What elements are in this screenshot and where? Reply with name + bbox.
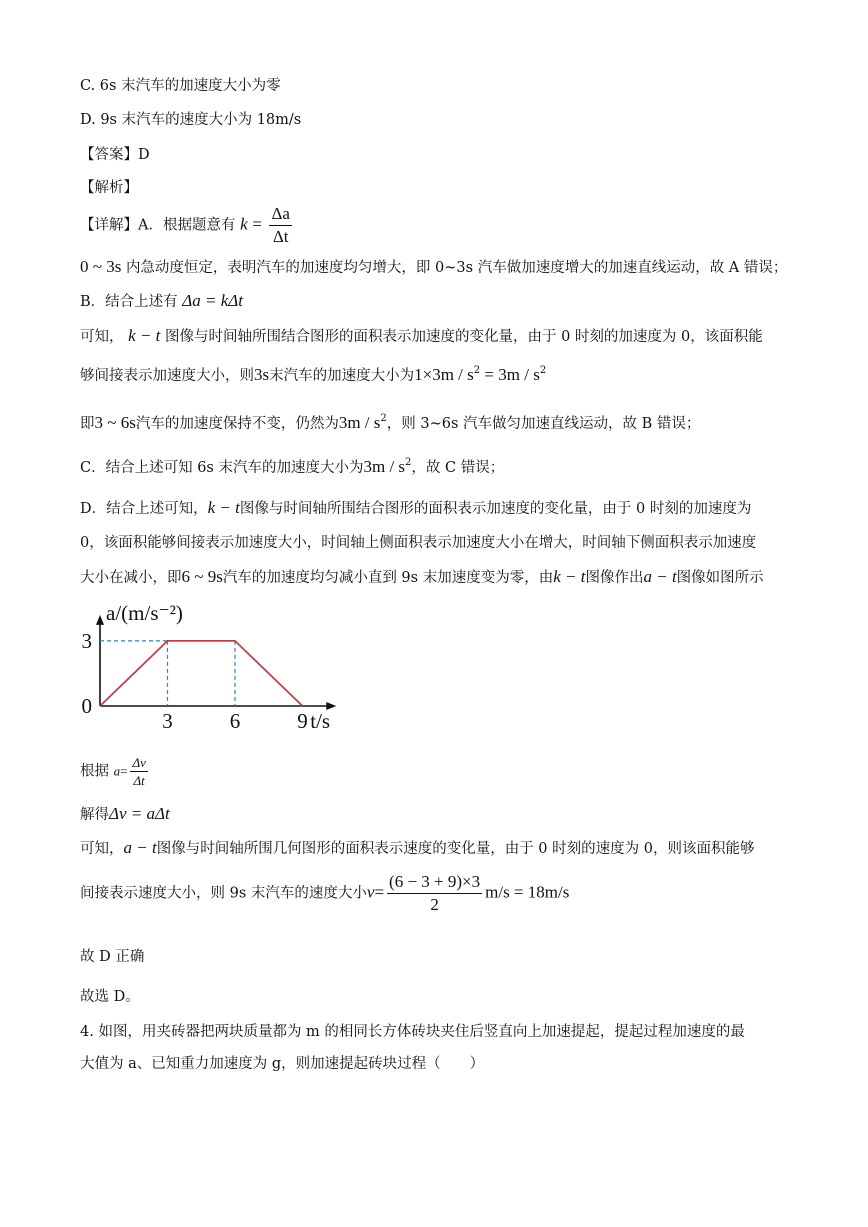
basis-line: 根据 a= $\frac{\Delta v}{\Delta t}$ bbox=[80, 755, 146, 788]
series-line bbox=[100, 641, 303, 706]
y-tick-label-3: 3 bbox=[81, 628, 92, 653]
a-t-chart bbox=[78, 596, 368, 746]
b-line-4: 即3 ~ 6s汽车的加速度保持不变，仍然为$3m / s^2$，则 3~6s 汽车做匀加速直线运动，故 B 错误； bbox=[80, 413, 701, 432]
c-line: C．结合上述可知 6s 末汽车的加速度大小为$3m / s^2$，故 C 错误； bbox=[80, 457, 505, 476]
x-tick-label-9: 9 bbox=[297, 709, 308, 733]
option-c: C. 6s 末汽车的加速度大小为零 bbox=[80, 78, 281, 94]
analysis-heading: 【解析】 bbox=[80, 180, 138, 196]
d-line-2: 0，该面积能够间接表示加速度大小，时间轴上侧面积表示加速度大小在增大，时间轴下侧面积表示加速度 bbox=[80, 535, 757, 551]
detail-a-line-2: 0 ~ 3s 内急动度恒定，表明汽车的加速度均匀增大，即 0~3s 汽车做加速度增大的加速直线运动，故 A 错误； bbox=[80, 257, 788, 276]
x-tick-label-6: 6 bbox=[229, 709, 241, 733]
solve-line: 解得Δv = aΔt bbox=[80, 804, 170, 823]
question-4-line-1: 4. 如图，用夹砖器把两块质量都为 m 的相同长方体砖块夹住后竖直向上加速提起，提起过程加速度的最 bbox=[80, 1024, 745, 1040]
y-axis-arrow bbox=[96, 615, 104, 625]
detail-a-line: 【详解】A．根据题意有 k = $\frac{\Delta a}{\Delta t}$ bbox=[80, 204, 290, 246]
b-line-2: 可知， k − t 图像与时间轴所围结合图形的面积表示加速度的变化量，由于 0 时刻的加速度为 0，该面积能 bbox=[80, 326, 763, 345]
y-axis-label: a/(m/s⁻²) bbox=[106, 601, 183, 625]
e-line-1: 可知，a − t图像与时间轴所围几何图形的面积表示速度的变化量，由于 0 时刻的速度为 0，则该面积能够 bbox=[80, 838, 755, 857]
answer: 【答案】D bbox=[80, 147, 150, 163]
d-line-3: 大小在减小，即6 ~ 9s汽车的加速度均匀减小直到 9s 末加速度变为零，由k − t图像作出a − t图像如图所示 bbox=[80, 567, 764, 586]
e-line-2: 间接表示速度大小，则 9s 末汽车的速度大小v= $\frac{(6 - 3 + 9)\times 3}{2}$ m/s = 18m/s bbox=[80, 872, 570, 914]
origin-label: 0 bbox=[81, 694, 92, 718]
choose-d: 故选 D。 bbox=[80, 989, 140, 1005]
option-d: D. 9s 末汽车的速度大小为 18m/s bbox=[80, 112, 302, 128]
x-axis-label: t/s bbox=[310, 709, 331, 733]
b-line-1: B．结合上述有 Δa = kΔt bbox=[80, 291, 243, 310]
question-4-line-2: 大值为 a、已知重力加速度为 g，则加速提起砖块过程（ ） bbox=[80, 1056, 485, 1072]
d-line-1: D．结合上述可知，k − t图像与时间轴所围结合图形的面积表示加速度的变化量，由于 0 时刻的加速度为 bbox=[80, 498, 752, 517]
x-tick-label-3: 3 bbox=[162, 709, 173, 733]
b-line-3: 够间接表示加速度大小，则3s末汽车的加速度大小为$1\times 3m / s^2 = 3m / s^2$ bbox=[80, 365, 547, 384]
d-correct: 故 D 正确 bbox=[80, 949, 145, 965]
